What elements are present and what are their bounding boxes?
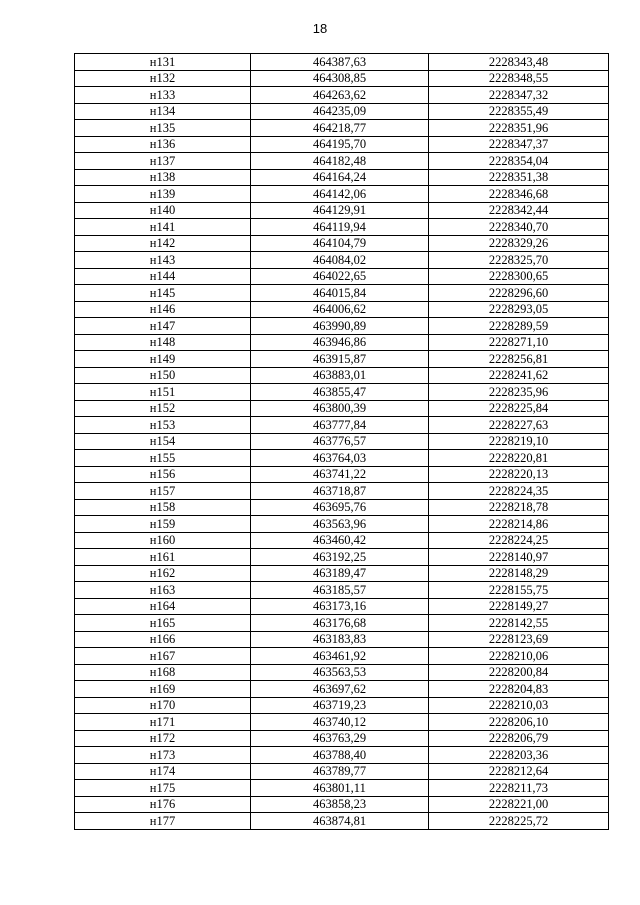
- y-coordinate-cell: 2228346,68: [429, 186, 609, 203]
- table-row: [75, 598, 609, 615]
- x-coordinate-cell: 463990,89: [251, 318, 429, 335]
- point-id-cell: н166: [75, 631, 251, 648]
- point-id-cell: н148: [75, 334, 251, 351]
- table-row: [75, 615, 609, 632]
- table-row: [75, 483, 609, 500]
- point-id-cell: н137: [75, 153, 251, 170]
- y-coordinate-cell: 2228256,81: [429, 351, 609, 368]
- point-id-cell: н146: [75, 301, 251, 318]
- x-coordinate-cell: 463763,29: [251, 730, 429, 747]
- y-coordinate-cell: 2228351,38: [429, 169, 609, 186]
- table-row: [75, 796, 609, 813]
- x-coordinate-cell: 463697,62: [251, 681, 429, 698]
- x-coordinate-cell: 463695,76: [251, 499, 429, 516]
- table-row: [75, 169, 609, 186]
- y-coordinate-cell: 2228200,84: [429, 664, 609, 681]
- x-coordinate-cell: 463460,42: [251, 532, 429, 549]
- y-coordinate-cell: 2228221,00: [429, 796, 609, 813]
- y-coordinate-cell: 2228212,64: [429, 763, 609, 780]
- x-coordinate-cell: 463183,83: [251, 631, 429, 648]
- table-row: [75, 631, 609, 648]
- x-coordinate-cell: 463858,23: [251, 796, 429, 813]
- table-row: [75, 103, 609, 120]
- table-row: [75, 318, 609, 335]
- point-id-cell: н155: [75, 450, 251, 467]
- y-coordinate-cell: 2228225,72: [429, 813, 609, 830]
- table-row: [75, 466, 609, 483]
- y-coordinate-cell: 2228354,04: [429, 153, 609, 170]
- x-coordinate-cell: 463801,11: [251, 780, 429, 797]
- y-coordinate-cell: 2228206,10: [429, 714, 609, 731]
- y-coordinate-cell: 2228300,65: [429, 268, 609, 285]
- x-coordinate-cell: 463719,23: [251, 697, 429, 714]
- x-coordinate-cell: 464164,24: [251, 169, 429, 186]
- x-coordinate-cell: 463740,12: [251, 714, 429, 731]
- y-coordinate-cell: 2228224,25: [429, 532, 609, 549]
- point-id-cell: н147: [75, 318, 251, 335]
- table-row: [75, 813, 609, 830]
- point-id-cell: н144: [75, 268, 251, 285]
- x-coordinate-cell: 463855,47: [251, 384, 429, 401]
- table-row: [75, 252, 609, 269]
- table-row: [75, 351, 609, 368]
- y-coordinate-cell: 2228355,49: [429, 103, 609, 120]
- point-id-cell: н151: [75, 384, 251, 401]
- table-row: [75, 681, 609, 698]
- y-coordinate-cell: 2228227,63: [429, 417, 609, 434]
- y-coordinate-cell: 2228343,48: [429, 54, 609, 71]
- y-coordinate-cell: 2228123,69: [429, 631, 609, 648]
- table-row: [75, 763, 609, 780]
- y-coordinate-cell: 2228203,36: [429, 747, 609, 764]
- x-coordinate-cell: 464308,85: [251, 70, 429, 87]
- x-coordinate-cell: 463185,57: [251, 582, 429, 599]
- y-coordinate-cell: 2228210,06: [429, 648, 609, 665]
- x-coordinate-cell: 463192,25: [251, 549, 429, 566]
- table-row: [75, 780, 609, 797]
- y-coordinate-cell: 2228342,44: [429, 202, 609, 219]
- point-id-cell: н156: [75, 466, 251, 483]
- point-id-cell: н134: [75, 103, 251, 120]
- y-coordinate-cell: 2228211,73: [429, 780, 609, 797]
- point-id-cell: н177: [75, 813, 251, 830]
- table-row: [75, 450, 609, 467]
- point-id-cell: н176: [75, 796, 251, 813]
- x-coordinate-cell: 463874,81: [251, 813, 429, 830]
- point-id-cell: н168: [75, 664, 251, 681]
- x-coordinate-cell: 463563,53: [251, 664, 429, 681]
- y-coordinate-cell: 2228210,03: [429, 697, 609, 714]
- point-id-cell: н136: [75, 136, 251, 153]
- y-coordinate-cell: 2228142,55: [429, 615, 609, 632]
- x-coordinate-cell: 464022,65: [251, 268, 429, 285]
- x-coordinate-cell: 464142,06: [251, 186, 429, 203]
- table-row: [75, 384, 609, 401]
- y-coordinate-cell: 2228225,84: [429, 400, 609, 417]
- table-row: [75, 219, 609, 236]
- y-coordinate-cell: 2228220,81: [429, 450, 609, 467]
- point-id-cell: н152: [75, 400, 251, 417]
- y-coordinate-cell: 2228271,10: [429, 334, 609, 351]
- point-id-cell: н161: [75, 549, 251, 566]
- x-coordinate-cell: 464182,48: [251, 153, 429, 170]
- x-coordinate-cell: 463789,77: [251, 763, 429, 780]
- y-coordinate-cell: 2228347,32: [429, 87, 609, 104]
- table-row: [75, 153, 609, 170]
- y-coordinate-cell: 2228206,79: [429, 730, 609, 747]
- x-coordinate-cell: 464387,63: [251, 54, 429, 71]
- x-coordinate-cell: 463800,39: [251, 400, 429, 417]
- table-row: [75, 186, 609, 203]
- x-coordinate-cell: 464218,77: [251, 120, 429, 137]
- table-row: [75, 532, 609, 549]
- x-coordinate-cell: 463718,87: [251, 483, 429, 500]
- point-id-cell: н150: [75, 367, 251, 384]
- table-row: [75, 433, 609, 450]
- point-id-cell: н135: [75, 120, 251, 137]
- point-id-cell: н165: [75, 615, 251, 632]
- coordinates-table: [74, 53, 609, 830]
- point-id-cell: н175: [75, 780, 251, 797]
- y-coordinate-cell: 2228340,70: [429, 219, 609, 236]
- table-row: [75, 70, 609, 87]
- point-id-cell: н149: [75, 351, 251, 368]
- y-coordinate-cell: 2228224,35: [429, 483, 609, 500]
- table-row: [75, 334, 609, 351]
- point-id-cell: н141: [75, 219, 251, 236]
- table-row: [75, 697, 609, 714]
- y-coordinate-cell: 2228218,78: [429, 499, 609, 516]
- point-id-cell: н160: [75, 532, 251, 549]
- point-id-cell: н142: [75, 235, 251, 252]
- table-row: [75, 714, 609, 731]
- x-coordinate-cell: 463176,68: [251, 615, 429, 632]
- point-id-cell: н173: [75, 747, 251, 764]
- table-row: [75, 747, 609, 764]
- y-coordinate-cell: 2228155,75: [429, 582, 609, 599]
- point-id-cell: н133: [75, 87, 251, 104]
- x-coordinate-cell: 463788,40: [251, 747, 429, 764]
- y-coordinate-cell: 2228329,26: [429, 235, 609, 252]
- x-coordinate-cell: 464263,62: [251, 87, 429, 104]
- point-id-cell: н143: [75, 252, 251, 269]
- x-coordinate-cell: 464015,84: [251, 285, 429, 302]
- x-coordinate-cell: 463915,87: [251, 351, 429, 368]
- table-row: [75, 730, 609, 747]
- y-coordinate-cell: 2228140,97: [429, 549, 609, 566]
- table-row: [75, 648, 609, 665]
- table-row: [75, 549, 609, 566]
- x-coordinate-cell: 463563,96: [251, 516, 429, 533]
- point-id-cell: н159: [75, 516, 251, 533]
- point-id-cell: н140: [75, 202, 251, 219]
- table-row: [75, 499, 609, 516]
- x-coordinate-cell: 463883,01: [251, 367, 429, 384]
- y-coordinate-cell: 2228325,70: [429, 252, 609, 269]
- table-row: [75, 301, 609, 318]
- table-row: [75, 516, 609, 533]
- point-id-cell: н172: [75, 730, 251, 747]
- y-coordinate-cell: 2228204,83: [429, 681, 609, 698]
- table-row: [75, 136, 609, 153]
- point-id-cell: н153: [75, 417, 251, 434]
- x-coordinate-cell: 463764,03: [251, 450, 429, 467]
- point-id-cell: н163: [75, 582, 251, 599]
- x-coordinate-cell: 463777,84: [251, 417, 429, 434]
- point-id-cell: н139: [75, 186, 251, 203]
- y-coordinate-cell: 2228220,13: [429, 466, 609, 483]
- x-coordinate-cell: 463189,47: [251, 565, 429, 582]
- y-coordinate-cell: 2228235,96: [429, 384, 609, 401]
- table-row: [75, 417, 609, 434]
- x-coordinate-cell: 464104,79: [251, 235, 429, 252]
- x-coordinate-cell: 464006,62: [251, 301, 429, 318]
- y-coordinate-cell: 2228148,29: [429, 565, 609, 582]
- y-coordinate-cell: 2228149,27: [429, 598, 609, 615]
- x-coordinate-cell: 463946,86: [251, 334, 429, 351]
- y-coordinate-cell: 2228289,59: [429, 318, 609, 335]
- table-row: [75, 268, 609, 285]
- point-id-cell: н138: [75, 169, 251, 186]
- table-row: [75, 400, 609, 417]
- x-coordinate-cell: 463173,16: [251, 598, 429, 615]
- point-id-cell: н145: [75, 285, 251, 302]
- point-id-cell: н164: [75, 598, 251, 615]
- y-coordinate-cell: 2228293,05: [429, 301, 609, 318]
- table-row: [75, 235, 609, 252]
- x-coordinate-cell: 463776,57: [251, 433, 429, 450]
- point-id-cell: н162: [75, 565, 251, 582]
- x-coordinate-cell: 464129,91: [251, 202, 429, 219]
- point-id-cell: н169: [75, 681, 251, 698]
- y-coordinate-cell: 2228219,10: [429, 433, 609, 450]
- table-row: [75, 285, 609, 302]
- table-row: [75, 367, 609, 384]
- point-id-cell: н170: [75, 697, 251, 714]
- table-row: [75, 120, 609, 137]
- table-row: [75, 582, 609, 599]
- y-coordinate-cell: 2228347,37: [429, 136, 609, 153]
- point-id-cell: н174: [75, 763, 251, 780]
- table-row: [75, 565, 609, 582]
- x-coordinate-cell: 464084,02: [251, 252, 429, 269]
- point-id-cell: н158: [75, 499, 251, 516]
- point-id-cell: н171: [75, 714, 251, 731]
- x-coordinate-cell: 464235,09: [251, 103, 429, 120]
- x-coordinate-cell: 464119,94: [251, 219, 429, 236]
- table-row: [75, 87, 609, 104]
- table-row: [75, 202, 609, 219]
- point-id-cell: н132: [75, 70, 251, 87]
- point-id-cell: н131: [75, 54, 251, 71]
- y-coordinate-cell: 2228241,62: [429, 367, 609, 384]
- y-coordinate-cell: 2228214,86: [429, 516, 609, 533]
- x-coordinate-cell: 463461,92: [251, 648, 429, 665]
- page-number: 18: [312, 21, 328, 36]
- table-row: [75, 54, 609, 71]
- point-id-cell: н154: [75, 433, 251, 450]
- coordinates-table-body: [75, 54, 609, 830]
- table-row: [75, 664, 609, 681]
- y-coordinate-cell: 2228296,60: [429, 285, 609, 302]
- x-coordinate-cell: 464195,70: [251, 136, 429, 153]
- point-id-cell: н157: [75, 483, 251, 500]
- y-coordinate-cell: 2228351,96: [429, 120, 609, 137]
- x-coordinate-cell: 463741,22: [251, 466, 429, 483]
- point-id-cell: н167: [75, 648, 251, 665]
- y-coordinate-cell: 2228348,55: [429, 70, 609, 87]
